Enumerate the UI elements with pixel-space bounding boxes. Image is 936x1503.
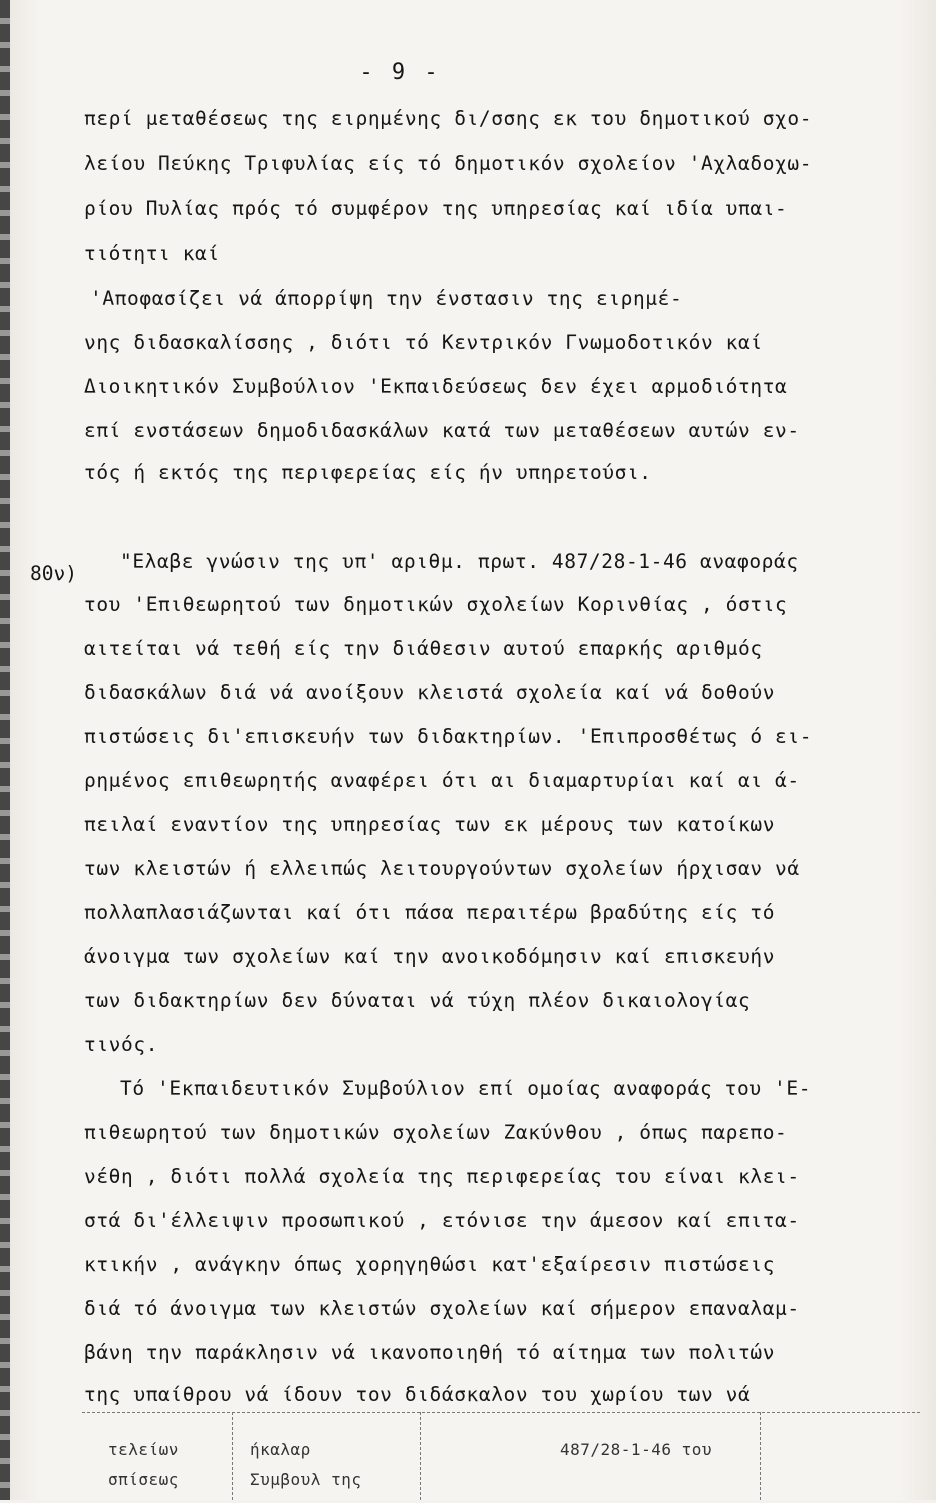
page-number: - 9 - bbox=[359, 60, 441, 85]
footer-text: σπίσεως bbox=[108, 1470, 179, 1489]
text-line: κτικήν , ανάγκην όπως χορηγηθώσι κατ'εξαίρεσιν πιστώσεις bbox=[84, 1253, 776, 1276]
text-line: τινός. bbox=[84, 1033, 159, 1056]
text-line: πιστώσεις δι'επισκευήν των διδακτηρίων. 'Επιπροσθέτως ό ει- bbox=[84, 725, 813, 748]
footer-text: 487/28-1-46 του bbox=[560, 1440, 712, 1459]
text-line: πολλαπλασιάζωνται καί ότι πάσα περαιτέρω βραδύτης είς τό bbox=[84, 901, 776, 924]
text-line: νέθη , διότι πολλά σχολεία της περιφερείας του είναι κλει- bbox=[84, 1165, 800, 1188]
text-line: "Ελαβε γνώσιν της υπ' αριθμ. πρωτ. 487/28-1-46 αναφοράς bbox=[120, 550, 799, 573]
footer-text: ήκαλαρ bbox=[250, 1440, 311, 1459]
text-line: βάνη την παράκλησιν νά ικανοποιηθή τό αίτημα των πολιτών bbox=[84, 1341, 776, 1364]
footer-text: Συμβουλ της bbox=[250, 1470, 362, 1489]
text-line: του 'Επιθεωρητού των δημοτικών σχολείων Κορινθίας , όστις bbox=[84, 593, 788, 616]
table-divider bbox=[760, 1412, 761, 1500]
footer-text: τελείων bbox=[108, 1440, 179, 1459]
table-divider bbox=[420, 1412, 421, 1500]
text-line: Διοικητικόν Συμβούλιον 'Εκπαιδεύσεως δεν έχει αρμοδιότητα bbox=[84, 375, 788, 398]
text-line: νης διδασκαλίσσης , διότι τό Κεντρικόν Γνωμοδοτικόν καί bbox=[84, 331, 763, 354]
table-divider bbox=[232, 1412, 233, 1500]
text-line: λείου Πεύκης Τριφυλίας είς τό δημοτικόν σχολείον 'Αχλαδοχω- bbox=[84, 152, 813, 175]
text-line: πειλαί εναντίον της υπηρεσίας των εκ μέρους των κατοίκων bbox=[84, 813, 776, 836]
text-line: Τό 'Εκπαιδευτικόν Συμβούλιον επί ομοίας αναφοράς του 'Ε- bbox=[120, 1077, 812, 1100]
text-line: της υπαίθρου νά ίδουν τον διδάσκαλον του χωρίου των νά bbox=[84, 1383, 751, 1406]
text-line: επί ενστάσεων δημοδιδασκάλων κατά των μεταθέσεων αυτών εν- bbox=[84, 419, 800, 442]
binding-edge bbox=[0, 0, 10, 1500]
text-line: διδασκάλων διά νά ανοίξουν κλειστά σχολεία καί νά δοθούν bbox=[84, 681, 776, 704]
text-line: αιτείται νά τεθή είς την διάθεσιν αυτού επαρκής αριθμός bbox=[84, 637, 763, 660]
text-line: πιθεωρητού των δημοτικών σχολείων Ζακύνθου , όπως παρεπο- bbox=[84, 1121, 788, 1144]
text-line: ρημένος επιθεωρητής αναφέρει ότι αι διαμαρτυρίαι καί αι ά- bbox=[84, 769, 800, 792]
decision-line: 'Αποφασίζει νά άπορρίψη την ένστασιν της ειρημέ- bbox=[90, 287, 683, 310]
text-line: διά τό άνοιγμα των κλειστών σχολείων καί σήμερον επαναλαμ- bbox=[84, 1297, 800, 1320]
text-line: των κλειστών ή ελλειπώς λειτουργούντων σχολείων ήρχισαν νά bbox=[84, 857, 800, 880]
text-line: των διδακτηρίων δεν δύναται νά τύχη πλέον δικαιολογίας bbox=[84, 989, 751, 1012]
item-marker: 80ν) bbox=[30, 562, 77, 585]
text-line: τός ή εκτός της περιφερείας είς ήν υπηρετούσι. bbox=[84, 461, 652, 484]
text-line: ρίου Πυλίας πρός τό συμφέρον της υπηρεσίας καί ιδία υπαι- bbox=[84, 197, 788, 220]
text-line: περί μεταθέσεως της ειρημένης δι/σσης εκ του δημοτικού σχο- bbox=[84, 107, 813, 130]
footer-table bbox=[82, 1412, 920, 1503]
text-line: άνοιγμα των σχολείων καί την ανοικοδόμησιν καί επισκευήν bbox=[84, 945, 776, 968]
text-line: στά δι'έλλειψιν προσωπικού , ετόνισε την άμεσον καί επιτα- bbox=[84, 1209, 800, 1232]
text-line: τιότητι καί bbox=[84, 242, 220, 265]
